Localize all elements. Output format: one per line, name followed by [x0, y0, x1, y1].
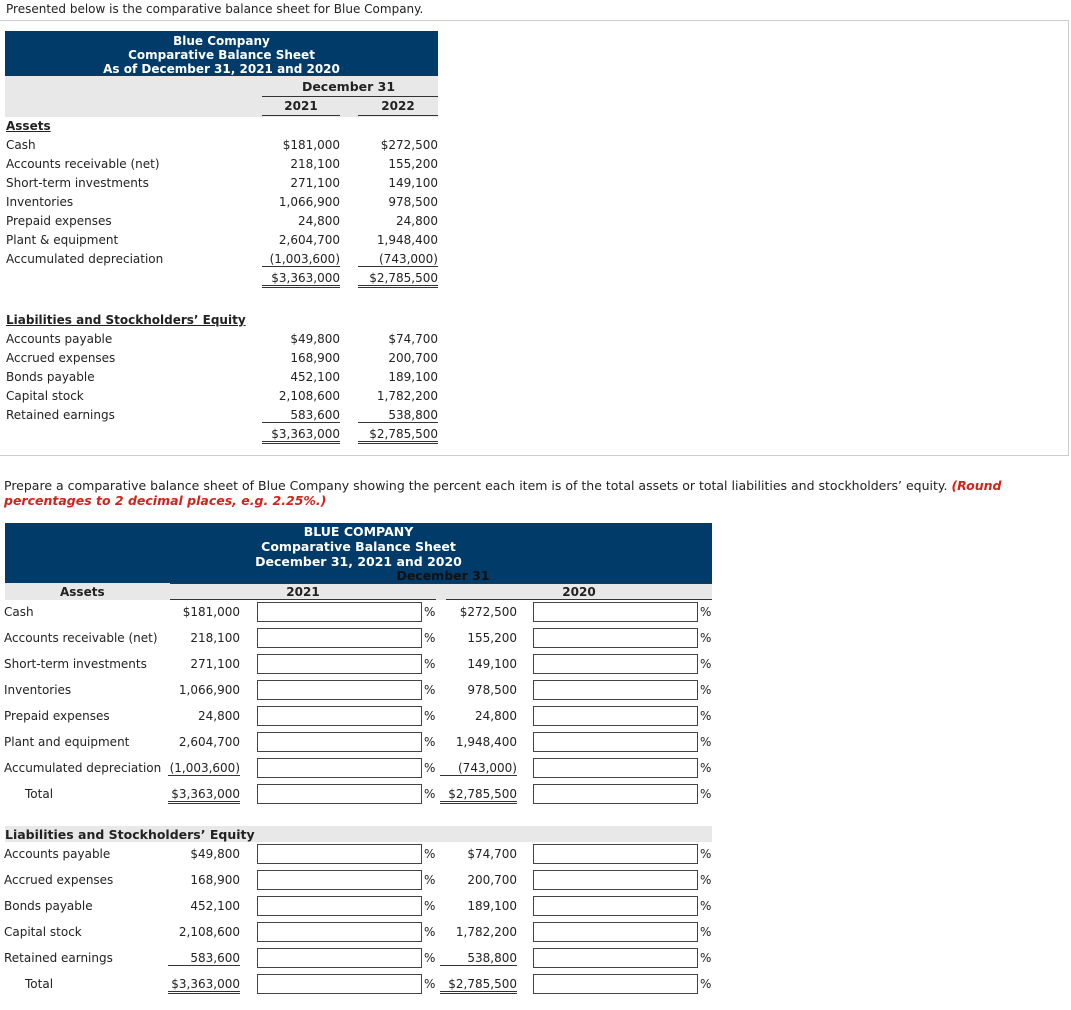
- amount-2021: 583,600: [168, 951, 240, 966]
- row-label: Inventories: [4, 683, 72, 697]
- given-value-2022: 1,782,200: [376, 389, 438, 403]
- given-value-2021: 1,066,900: [278, 195, 340, 209]
- amount-2020: 1,782,200: [455, 925, 517, 939]
- given-value-2021: 271,100: [290, 176, 340, 190]
- percent-input-2020[interactable]: [533, 628, 698, 648]
- total-label: Total: [25, 787, 54, 801]
- percent-sign: %: [424, 709, 436, 723]
- given-sheet-header: [5, 31, 438, 76]
- percent-input-2020[interactable]: [533, 948, 698, 968]
- row-label: Bonds payable: [4, 899, 93, 913]
- given-value-2022: (743,000): [358, 252, 438, 267]
- row-label: Accounts payable: [4, 847, 111, 861]
- given-company-name: Blue Company: [173, 34, 270, 48]
- answer-company-name: BLUE COMPANY: [303, 524, 414, 539]
- percent-input-2020[interactable]: [533, 680, 698, 700]
- percent-input-2020[interactable]: [533, 974, 698, 994]
- amount-2020: $2,785,500: [440, 977, 517, 994]
- given-col-rule-2: [358, 115, 438, 116]
- instructions-text: Prepare a comparative balance sheet of Blue Company showing the percent each item is of the total assets or total liabilities and stockholders’ equity.: [4, 478, 948, 493]
- percent-sign: %: [424, 735, 436, 749]
- row-label: Accrued expenses: [4, 873, 114, 887]
- given-row-label: Accounts payable: [6, 332, 113, 346]
- percent-input-2020[interactable]: [533, 844, 698, 864]
- percent-input-2021[interactable]: [257, 602, 422, 622]
- percent-input-2021[interactable]: [257, 628, 422, 648]
- intro-text: Presented below is the comparative balance sheet for Blue Company.: [6, 2, 424, 16]
- given-sheet-date: As of December 31, 2021 and 2020: [103, 62, 340, 76]
- amount-2021: 271,100: [190, 657, 240, 671]
- percent-sign: %: [424, 951, 436, 965]
- answer-sheet-title: Comparative Balance Sheet: [261, 539, 456, 554]
- percent-sign: %: [424, 683, 436, 697]
- given-period-divider: [262, 96, 438, 97]
- amount-2021: $3,363,000: [168, 977, 240, 994]
- percent-sign: %: [700, 605, 712, 619]
- percent-input-2020[interactable]: [533, 706, 698, 726]
- amount-2021: 168,900: [190, 873, 240, 887]
- percent-input-2021[interactable]: [257, 844, 422, 864]
- row-label: Cash: [4, 605, 34, 619]
- given-row-label: Capital stock: [6, 389, 84, 403]
- percent-input-2020[interactable]: [533, 870, 698, 890]
- amount-2020: 189,100: [467, 899, 517, 913]
- given-value-2022: 189,100: [388, 370, 438, 384]
- given-row-label: Bonds payable: [6, 370, 95, 384]
- row-label: Prepaid expenses: [4, 709, 110, 723]
- answer-col-rule-1: [170, 599, 436, 600]
- answer-liab-header: Liabilities and Stockholders’ Equity: [5, 827, 255, 842]
- amount-2020: 155,200: [467, 631, 517, 645]
- given-row-label: Accumulated depreciation: [6, 252, 164, 266]
- given-value-2022: 538,800: [358, 408, 438, 423]
- given-value-2021: 218,100: [290, 157, 340, 171]
- row-label: Short-term investments: [4, 657, 147, 671]
- percent-input-2020[interactable]: [533, 732, 698, 752]
- given-value-2022: 200,700: [388, 351, 438, 365]
- amount-2020: 200,700: [467, 873, 517, 887]
- percent-sign: %: [700, 873, 712, 887]
- row-label: Retained earnings: [4, 951, 113, 965]
- amount-2020: $272,500: [459, 605, 517, 619]
- percent-input-2021[interactable]: [257, 706, 422, 726]
- amount-2021: $3,363,000: [168, 787, 240, 804]
- answer-col-2021: 2021: [286, 585, 320, 599]
- given-value-2021: (1,003,600): [262, 252, 340, 267]
- given-value-2022: $272,500: [380, 138, 438, 152]
- given-value-2021: $181,000: [282, 138, 340, 152]
- percent-sign: %: [424, 873, 436, 887]
- amount-2021: 1,066,900: [178, 683, 240, 697]
- given-value-2021: 583,600: [262, 408, 340, 423]
- percent-sign: %: [700, 631, 712, 645]
- amount-2021: 452,100: [190, 899, 240, 913]
- percent-input-2021[interactable]: [257, 784, 422, 804]
- amount-2021: $49,800: [190, 847, 240, 861]
- amount-2020: 1,948,400: [455, 735, 517, 749]
- percent-sign: %: [700, 977, 712, 991]
- given-liab-title: Liabilities and Stockholders’ Equity: [6, 313, 246, 327]
- given-value-2021: $49,800: [290, 332, 340, 346]
- given-value-2022: 149,100: [388, 176, 438, 190]
- amount-2021: 2,604,700: [178, 735, 240, 749]
- given-value-2022: $74,700: [388, 332, 438, 346]
- given-value-2021: 168,900: [290, 351, 340, 365]
- percent-sign: %: [700, 951, 712, 965]
- amount-2021: 2,108,600: [178, 925, 240, 939]
- given-sheet-title: Comparative Balance Sheet: [128, 48, 315, 62]
- answer-sheet-header: [5, 523, 712, 583]
- percent-input-2020[interactable]: [533, 896, 698, 916]
- amount-2020: 538,800: [440, 951, 517, 966]
- given-value-2022: 1,948,400: [376, 233, 438, 247]
- row-label: Accounts receivable (net): [4, 631, 158, 645]
- percent-input-2021[interactable]: [257, 654, 422, 674]
- percent-input-2021[interactable]: [257, 758, 422, 778]
- amount-2021: $181,000: [182, 605, 240, 619]
- percent-input-2020[interactable]: [533, 758, 698, 778]
- given-row-label: Accounts receivable (net): [6, 157, 160, 171]
- given-value-2021: 2,108,600: [278, 389, 340, 403]
- percent-sign: %: [700, 735, 712, 749]
- given-assets-total-2021: $3,363,000: [262, 271, 340, 288]
- percent-input-2020[interactable]: [533, 784, 698, 804]
- amount-2021: 218,100: [190, 631, 240, 645]
- percent-input-2021[interactable]: [257, 896, 422, 916]
- percent-sign: %: [424, 787, 436, 801]
- given-col-rule-1: [262, 115, 340, 116]
- percent-sign: %: [424, 657, 436, 671]
- given-row-label: Cash: [6, 138, 36, 152]
- percent-input-2021[interactable]: [257, 974, 422, 994]
- row-label: Capital stock: [4, 925, 82, 939]
- given-value-2021: 2,604,700: [278, 233, 340, 247]
- percent-sign: %: [424, 925, 436, 939]
- given-assets-title: Assets: [6, 119, 51, 133]
- given-value-2022: 24,800: [396, 214, 438, 228]
- percent-sign: %: [424, 977, 436, 991]
- amount-2020: $2,785,500: [440, 787, 517, 804]
- percent-sign: %: [424, 631, 436, 645]
- amount-2020: 978,500: [467, 683, 517, 697]
- given-assets-total-2022: $2,785,500: [358, 271, 438, 288]
- amount-2020: (743,000): [440, 761, 517, 776]
- answer-period-divider: [170, 583, 712, 584]
- percent-input-2021[interactable]: [257, 948, 422, 968]
- given-row-label: Short-term investments: [6, 176, 149, 190]
- given-row-label: Inventories: [6, 195, 74, 209]
- percent-sign: %: [700, 847, 712, 861]
- given-period-header: December 31: [301, 79, 396, 94]
- answer-sheet-date: December 31, 2021 and 2020: [255, 554, 462, 569]
- percent-input-2020[interactable]: [533, 602, 698, 622]
- percent-sign: %: [700, 761, 712, 775]
- given-value-2021: 452,100: [290, 370, 340, 384]
- given-liab-total-2021: $3,363,000: [262, 427, 340, 444]
- given-row-label: Retained earnings: [6, 408, 115, 422]
- given-row-label: Plant & equipment: [6, 233, 119, 247]
- given-liab-total-2022: $2,785,500: [358, 427, 438, 444]
- given-col-2021: 2021: [284, 99, 318, 113]
- given-row-label: Prepaid expenses: [6, 214, 112, 228]
- answer-assets-header: Assets: [60, 585, 105, 599]
- given-row-label: Accrued expenses: [6, 351, 116, 365]
- percent-input-2021[interactable]: [257, 732, 422, 752]
- answer-col-rule-2: [446, 599, 712, 600]
- percent-sign: %: [700, 899, 712, 913]
- rounding-hint: (Round percentages to 2 decimal places, e.g. 2.25%.): [4, 478, 1002, 508]
- given-value-2022: 155,200: [388, 157, 438, 171]
- percent-input-2021[interactable]: [257, 922, 422, 942]
- row-label: Plant and equipment: [4, 735, 130, 749]
- total-label: Total: [25, 977, 54, 991]
- given-col-2022: 2022: [381, 99, 415, 113]
- given-value-2021: 24,800: [298, 214, 340, 228]
- given-value-2022: 978,500: [388, 195, 438, 209]
- percent-sign: %: [700, 683, 712, 697]
- amount-2020: 149,100: [467, 657, 517, 671]
- percent-sign: %: [700, 925, 712, 939]
- percent-input-2021[interactable]: [257, 870, 422, 890]
- amount-2021: 24,800: [198, 709, 240, 723]
- percent-input-2020[interactable]: [533, 654, 698, 674]
- percent-sign: %: [700, 657, 712, 671]
- percent-input-2021[interactable]: [257, 680, 422, 700]
- amount-2021: (1,003,600): [169, 761, 240, 775]
- percent-input-2020[interactable]: [533, 922, 698, 942]
- percent-sign: %: [424, 899, 436, 913]
- amount-2020: 24,800: [475, 709, 517, 723]
- instructions: [4, 478, 1064, 508]
- percent-sign: %: [424, 605, 436, 619]
- answer-col-2020: 2020: [562, 585, 596, 599]
- percent-sign: %: [424, 761, 436, 775]
- percent-sign: %: [424, 847, 436, 861]
- row-label: Accumulated depreciation: [4, 761, 162, 775]
- amount-2020: $74,700: [467, 847, 517, 861]
- percent-sign: %: [700, 787, 712, 801]
- percent-sign: %: [700, 709, 712, 723]
- answer-period-header: December 31: [396, 568, 490, 583]
